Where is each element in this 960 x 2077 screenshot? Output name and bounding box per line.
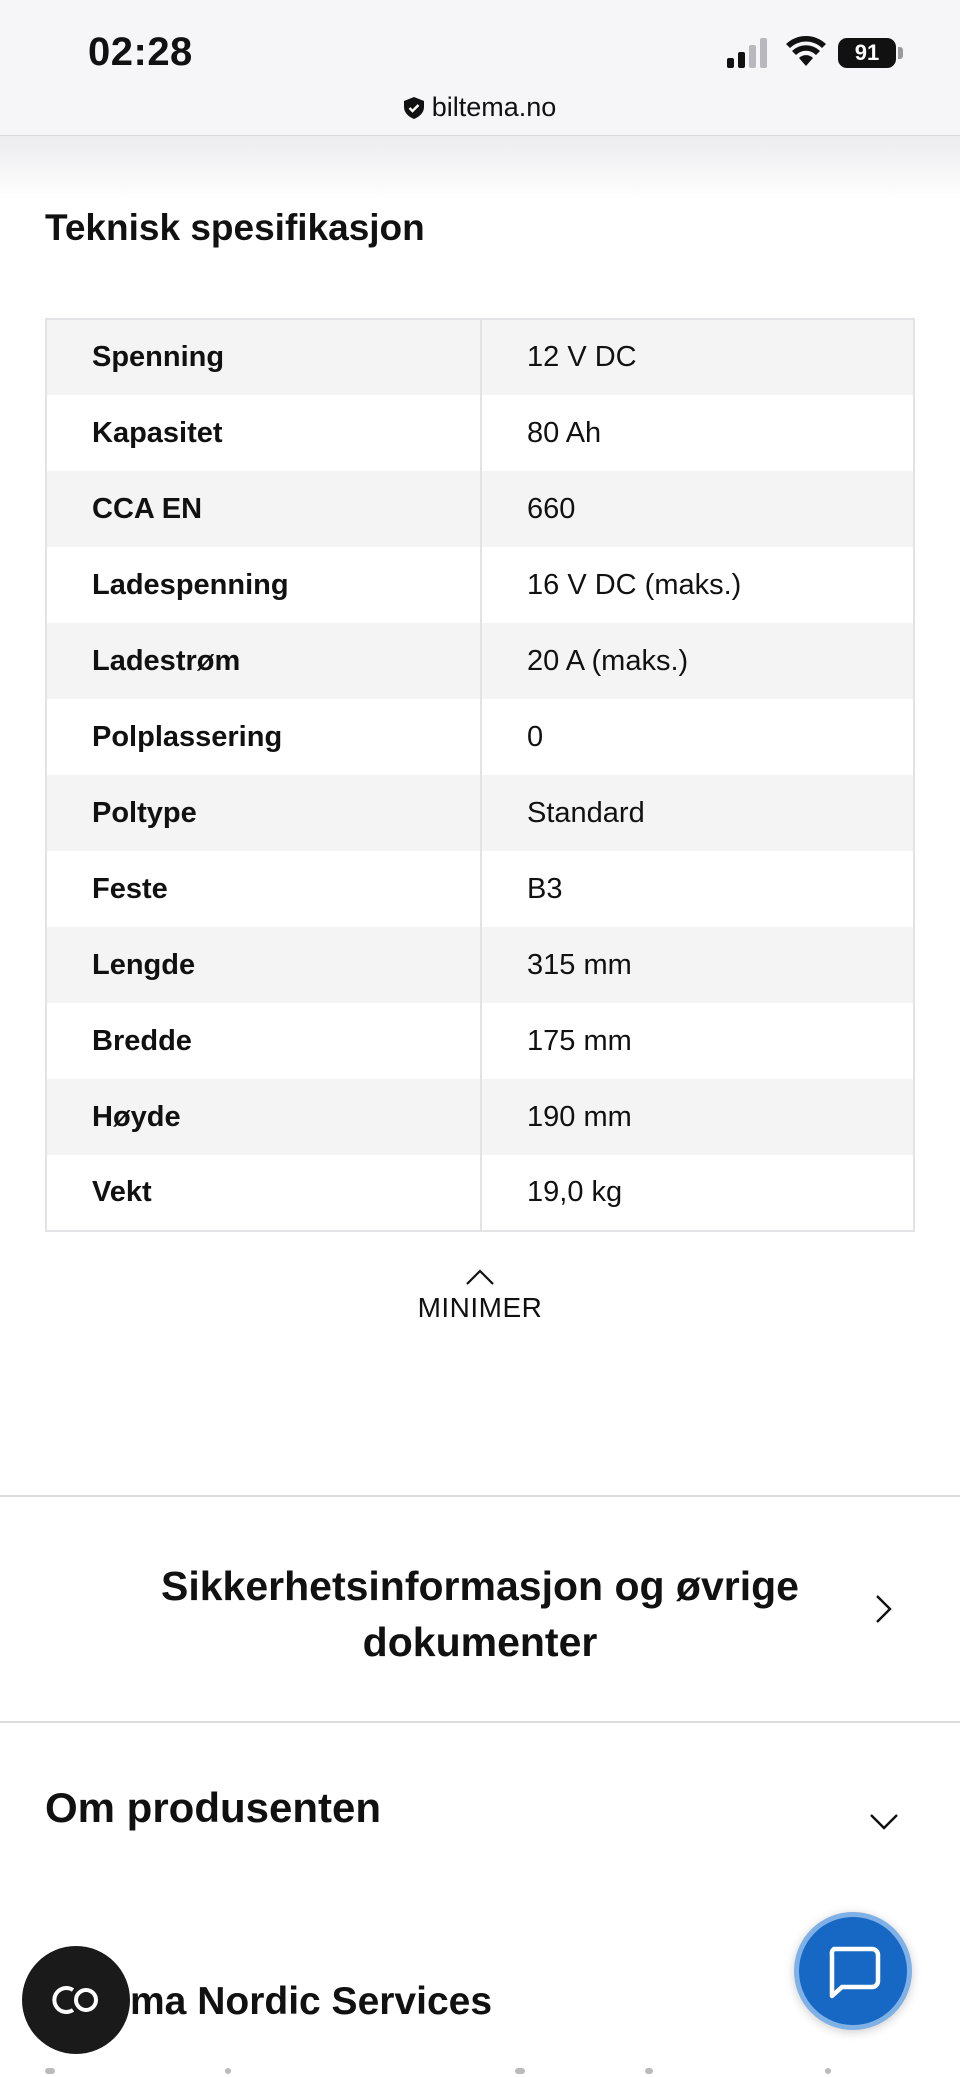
spec-label: Ladestrøm: [46, 623, 481, 699]
cut-off-text-line: [45, 2062, 885, 2077]
chat-button[interactable]: [794, 1912, 912, 2030]
spec-value: 19,0 kg: [527, 1176, 623, 1208]
spec-row: [46, 319, 914, 395]
spec-label: Høyde: [46, 1079, 481, 1155]
shield-icon: [404, 97, 424, 119]
cookie-icon: [51, 1984, 101, 2016]
address-bar[interactable]: [0, 92, 960, 123]
minimize-button[interactable]: [380, 1268, 580, 1324]
spec-row: [46, 699, 914, 775]
spec-value: 175 mm: [527, 1024, 632, 1057]
spec-label: Vekt: [46, 1155, 481, 1231]
safety-docs-title: Sikkerhetsinformasjon og øvrige dokumenter: [161, 1563, 799, 1665]
chevron-up-icon: [465, 1268, 495, 1286]
url-text: biltema.no: [431, 92, 557, 122]
about-manufacturer-title: Om produsenten: [45, 1784, 382, 1831]
cellular-signal-icon: [727, 38, 771, 68]
safety-docs-link[interactable]: [0, 1498, 960, 1722]
divider: [0, 1721, 960, 1723]
spec-row: [46, 851, 914, 927]
spec-table: [45, 318, 915, 1232]
spec-label: CCA EN: [46, 471, 481, 547]
spec-title: Teknisk spesifikasjon: [45, 207, 425, 248]
spec-row: [46, 775, 914, 851]
spec-row: [46, 395, 914, 471]
wifi-icon: [786, 36, 826, 68]
spec-label: Poltype: [46, 775, 481, 851]
spec-label: Feste: [46, 851, 481, 927]
spec-value: 20 A (maks.): [527, 644, 689, 677]
cookie-settings-button[interactable]: [22, 1946, 130, 2054]
spec-label: Lengde: [46, 927, 481, 1003]
spec-value: 80 Ah: [527, 416, 602, 449]
spec-row: [46, 623, 914, 699]
minimize-label: MINIMER: [417, 1292, 543, 1323]
spec-value: 315 mm: [527, 948, 632, 981]
spec-value: 660: [527, 492, 576, 525]
spec-label: Ladespenning: [46, 547, 481, 623]
battery-icon: 91: [838, 38, 896, 68]
spec-row: [46, 471, 914, 547]
status-time: 02:28: [88, 30, 193, 74]
chevron-down-icon: [868, 1812, 900, 1832]
spec-row: [46, 547, 914, 623]
spec-value: 16 V DC (maks.): [527, 568, 742, 601]
spec-label: Spenning: [46, 319, 481, 395]
battery-tip: [898, 47, 903, 59]
spec-value: 190 mm: [527, 1100, 632, 1133]
browser-top-bar: [0, 0, 960, 136]
spec-row: [46, 1003, 914, 1079]
spec-value: Standard: [527, 796, 645, 829]
spec-row: [46, 1155, 914, 1231]
divider: [0, 1495, 960, 1497]
spec-label: Polplassering: [46, 699, 481, 775]
company-name: ma Nordic Services: [130, 1980, 493, 2023]
spec-value: B3: [527, 872, 563, 905]
spec-value: 12 V DC: [527, 341, 637, 373]
spec-row: [46, 1079, 914, 1155]
spec-label: Bredde: [46, 1003, 481, 1079]
spec-row: [46, 927, 914, 1003]
scroll-shadow: [0, 136, 960, 200]
spec-value: 0: [527, 720, 544, 753]
chat-bubble-icon: [824, 1943, 882, 2001]
spec-label: Kapasitet: [46, 395, 481, 471]
about-manufacturer-toggle[interactable]: [0, 1724, 960, 1894]
chevron-right-icon: [874, 1593, 894, 1625]
